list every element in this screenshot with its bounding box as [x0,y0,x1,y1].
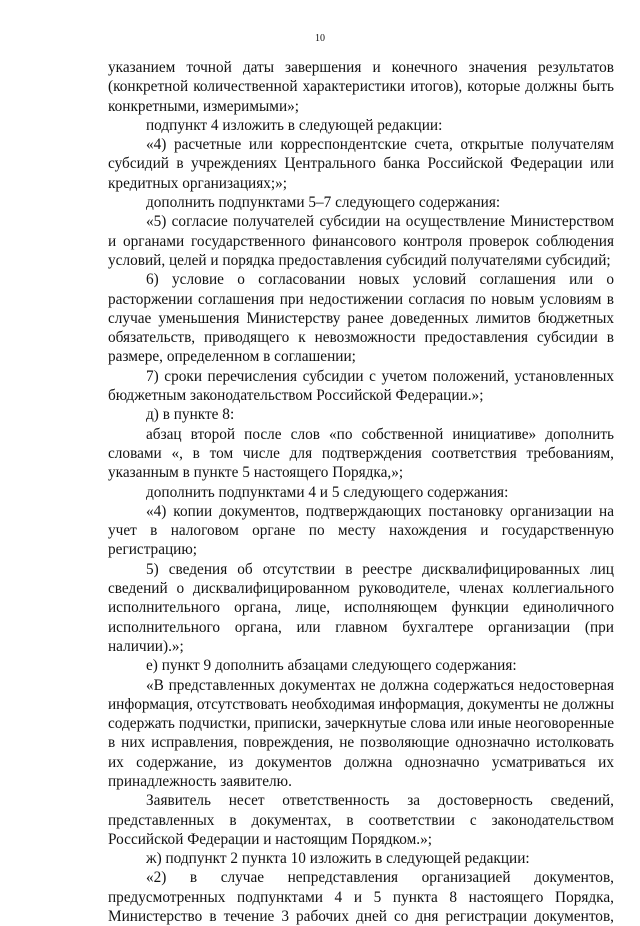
paragraph: «2) в случае непредставления организацией документов, предусмотренных подпунктами 4 и 5 пункта 8 настоящего Порядка, Министерство в течение 3 рабочих дней со дня регистрации документов, [108,869,614,926]
paragraph: «В представленных документах не должна содержаться недостоверная информация, отсутствовать необходимая информация, документы не должны содержать подчистки, приписки, зачеркнутые слова или иные неоговоренные в них исправления, повреждения, не позволяющие однозначно истолковать их содержание, из документов должна однозначно усматриваться их принадлежность заявителю. [108,676,614,790]
paragraph: абзац второй после слов «по собственной инициативе» дополнить словами «, в том числе для подтверждения соответствия требованиям, указанным в пункте 5 настоящего Порядка,»; [108,425,614,482]
paragraph: «5) согласие получателей субсидии на осуществление Министерством и органами государственного финансового контроля проверок соблюдения условий, целей и порядка предоставления субсидий получателями субсидий; [108,213,614,269]
paragraph: 5) сведения об отсутствии в реестре дисквалифицированных лиц сведений о дисквалифицированном руководителе, членах коллегиального исполнительного органа, лице, исполняющем функции единоличного исполнительного органа, или главном бухгалтере организации (при наличии).»; [108,560,614,655]
paragraph: Заявитель несет ответственность за достоверность сведений, представленных в документах, в соответствии с законодательством Российской Федерации и настоящим Порядком.»; [108,792,614,848]
paragraph: подпункт 4 изложить в следующей редакции: [146,116,443,134]
paragraph: ж) подпункт 2 пункта 10 изложить в следующей редакции: [146,850,530,868]
paragraph: 7) сроки перечисления субсидии с учетом положений, установленных бюджетным законодательством Российской Федерации.»; [108,367,614,405]
paragraph: дополнить подпунктами 4 и 5 следующего содержания: [146,483,509,501]
document-body [108,58,614,926]
paragraph: дополнить подпунктами 5–7 следующего содержания: [146,194,501,212]
paragraph: 6) условие о согласовании новых условий соглашения или о расторжении соглашения при недостижении согласия по новым условиям в случае уменьшения Министерству ранее доведенных лимитов бюджетных обязательств, приводящего к невозможности предоставления субсидии в размере, определенном в соглашении; [108,271,614,366]
paragraph: е) пункт 9 дополнить абзацами следующего содержания: [146,657,517,675]
paragraph: «4) копии документов, подтверждающих постановку организации на учет в налоговом органе по месту нахождения и государственную регистрацию; [108,502,614,559]
paragraph: д) в пункте 8: [146,406,235,424]
paragraph: «4) расчетные или корреспондентские счета, открытые получателям субсидий в учреждениях Центрального банка Российской Федерации или кредитных организациях;»; [108,136,614,192]
paragraph: указанием точной даты завершения и конечного значения результатов (конкретной количественной характеристики итогов), которые должны быть конкретными, измеримыми»; [108,59,614,115]
page-number: 10 [315,33,325,44]
